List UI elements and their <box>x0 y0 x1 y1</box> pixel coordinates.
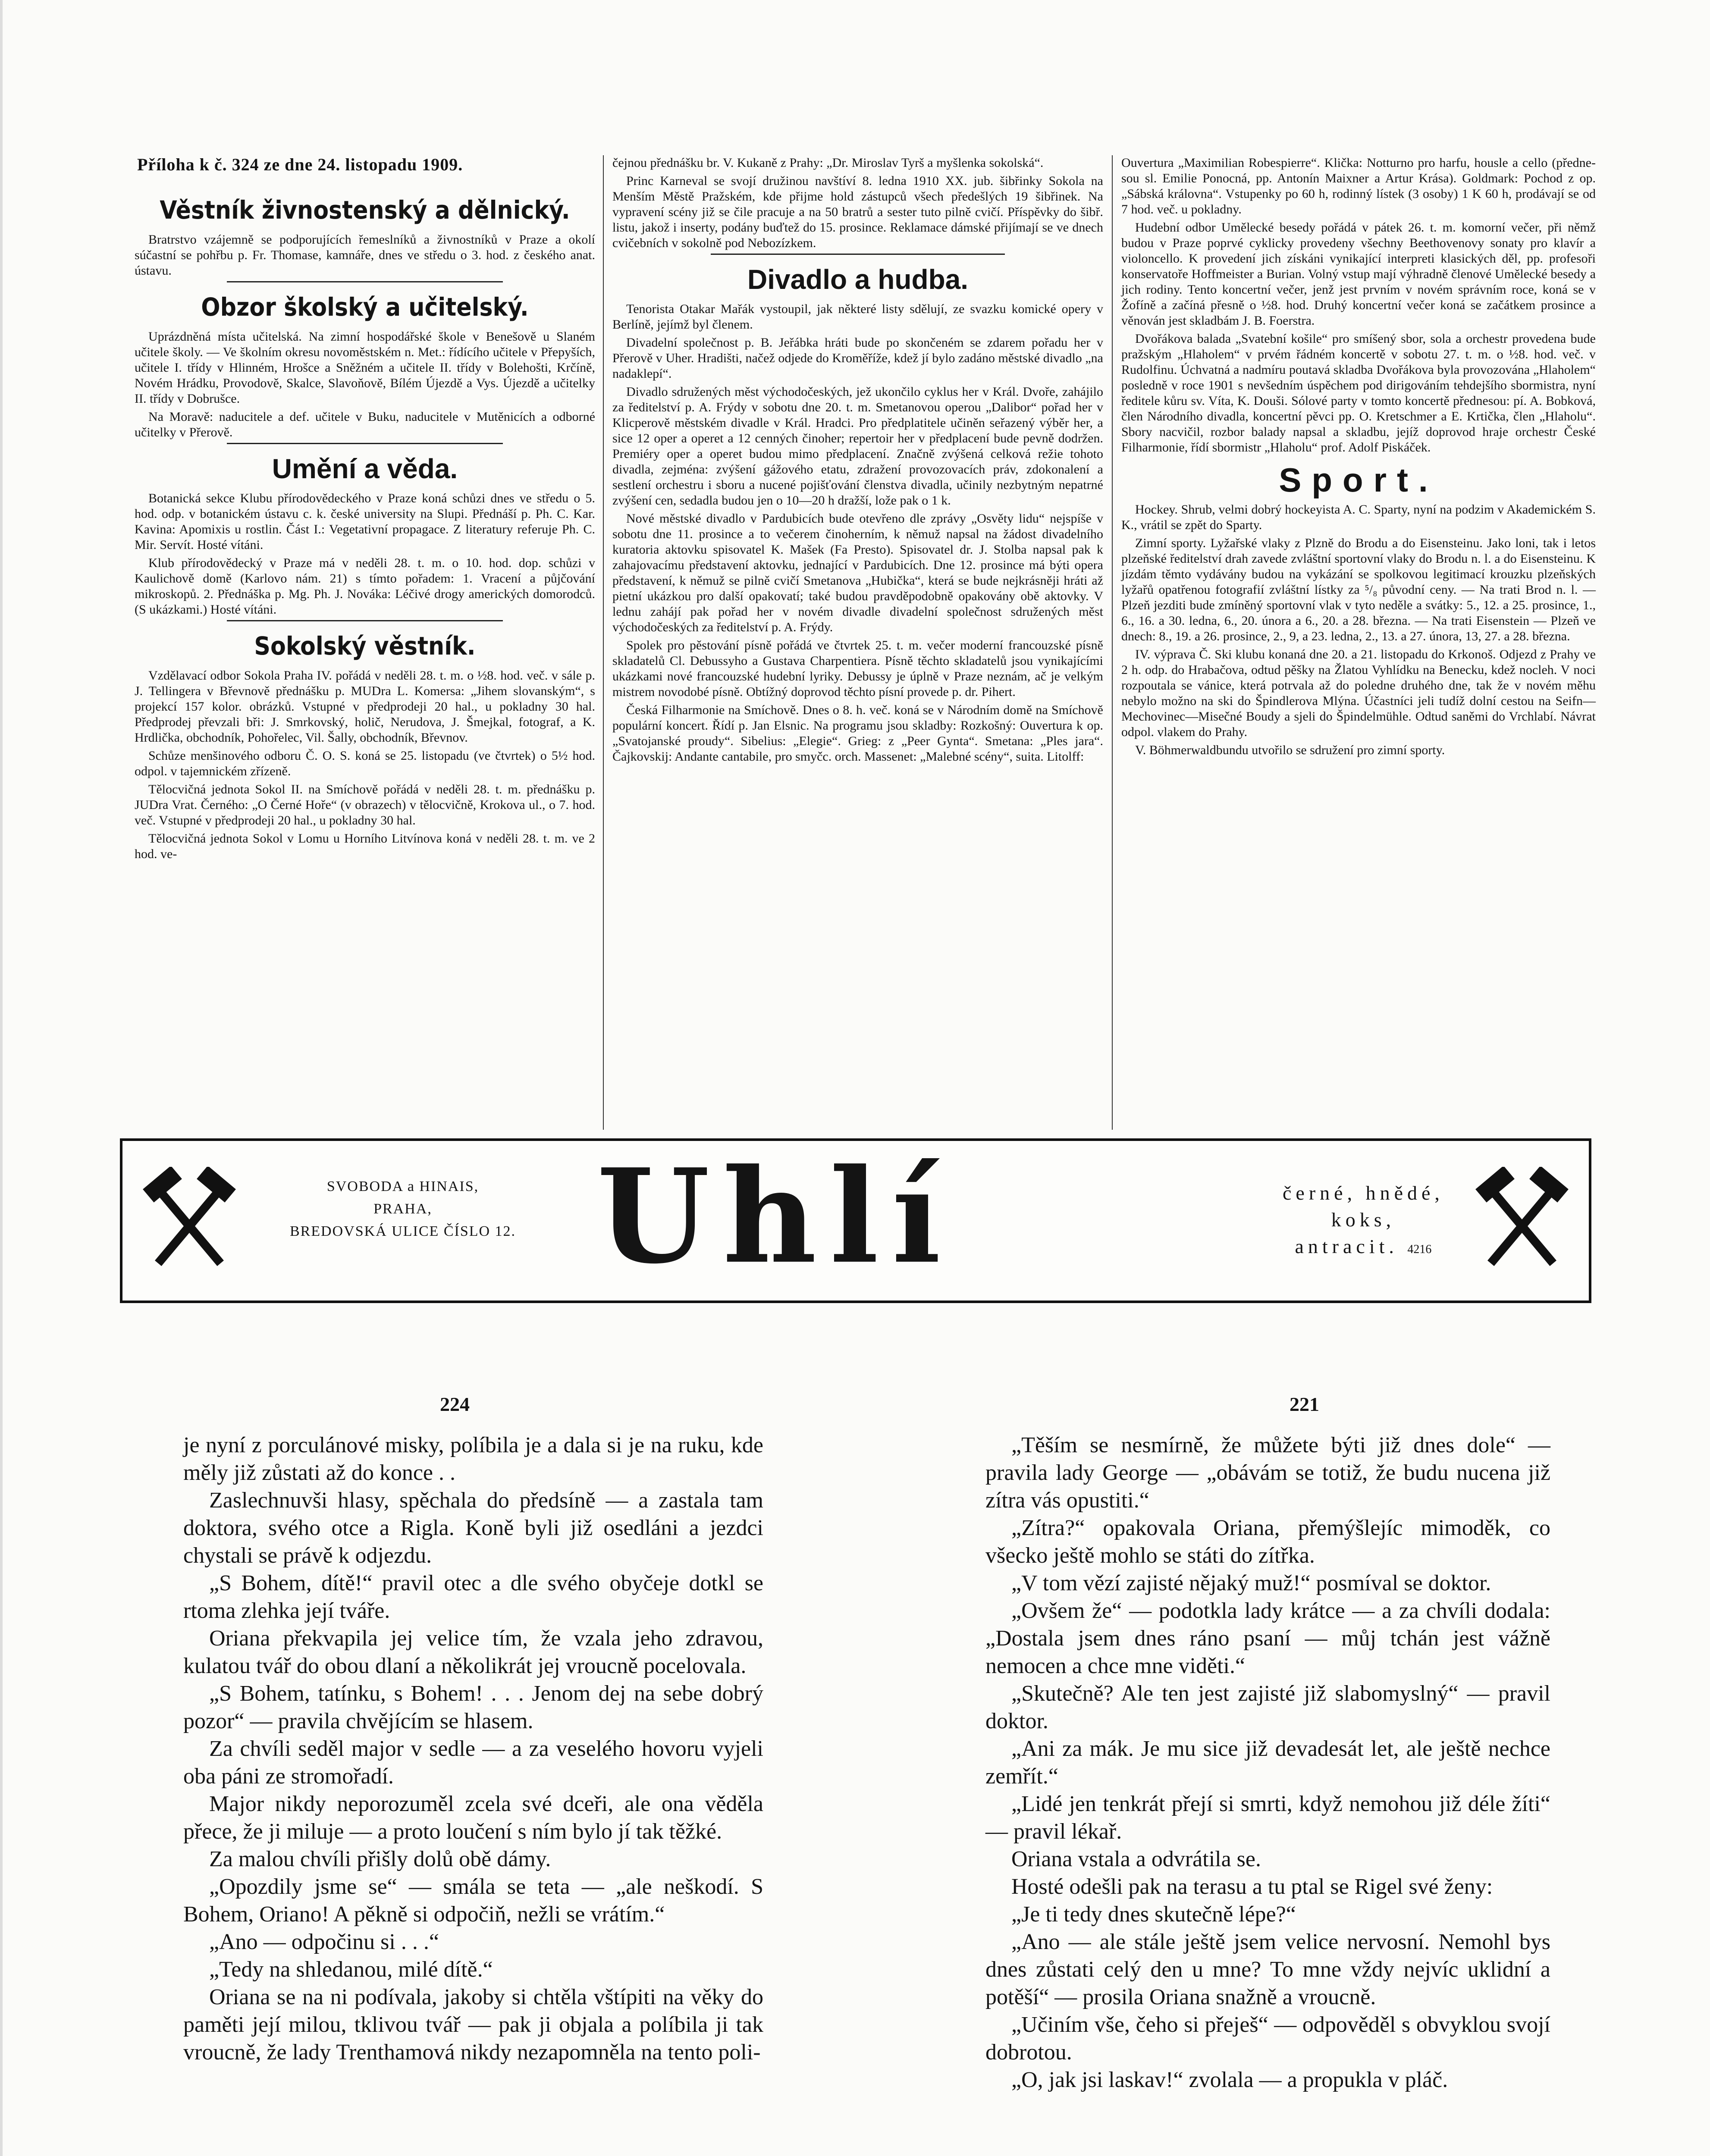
divadlo-paragraph-2: Divadelní společnost p. B. Jeřábka hráti bude po skončeném se zdarem pořadu her v Přerově v Uher. Hradišti, načež odjede do Kroměříže, kdež jí bylo zadáno městské divadlo „na nadaklepí“. <box>612 335 1103 381</box>
divadlo-paragraph-5: Spolek pro pěstování písně pořádá ve čtvrtek 25. t. m. večer moderní francouzské písně skladatelů Cl. Debussyho a Gustava Charpentiera. Písně těchto skladatelů jsou vynikajícími ukázkami nové francouzské hudební lyriky. Debussy je úplně v Praze neznám, ač je velkým mistrem novodobé písně. Obtížný doprovod těchto písní provede p. dr. Pihert. <box>612 638 1103 699</box>
sokol-paragraph-4: Tělocvičná jednota Sokol v Lomu u Horního Litvínova koná v neděli 28. t. m. ve 2 hod. ve- <box>135 831 595 861</box>
section-divider <box>227 281 503 282</box>
news-column-1 <box>135 185 595 865</box>
coal-kinds-line-1: černé, hnědé, <box>1283 1182 1444 1204</box>
news-column-3 <box>1121 155 1596 761</box>
book-left-line: Za chvíli seděl major v sedle — a za veselého hovoru vyjeli oba páni ze stromořadí. <box>183 1736 763 1789</box>
col3-paragraph-2: Hudební odbor Umělecké besedy pořádá v pátek 26. t. m. komorní večer, při němž budou v Praze poprvé cyklicky provedeny všechny Beethovenovy sonaty pro klavír a violoncello. K provedení jich získáni vynikající interpreti klasických děl, pp. profesoři konservatoře Hoffmeister a Burian. Volný vstup mají výhradně členové Umělecké besedy a jich rodiny. Tento koncertní večer, jenž jest prvním v novém správním roce, koná se v Žofíně a začíná přesně o ½8. hod. Druhý koncertní večer koná se začátkem prosince a věnován jest skladbám J. B. Foerstra. <box>1121 220 1596 328</box>
book-left-line: „S Bohem, dítě!“ pravil otec a dle svého obyčeje dotkl se rtoma zlehka její tváře. <box>183 1571 763 1623</box>
divadlo-paragraph-6: Česká Filharmonie na Smíchově. Dnes o 8. h. več. koná se v Národním domě na Smíchově populární koncert. Řídí p. Jan Elsnic. Na programu jsou skladby: Rozkošný: Ouvertura k op. „Svatojanské proudy“. Sibelius: „Elegie“. Grieg: z „Peer Gynta“. Smetana: „Ples jara“. Čajkovskij: Andante cantabile, pro smyčc. orch. Massenet: „Malebné scény“, suita. Litolff: <box>612 703 1103 764</box>
sport-paragraph-4: V. Böhmerwaldbundu utvořilo se sdružení pro zimní sporty. <box>1135 743 1445 757</box>
book-page-left <box>183 1432 763 2066</box>
column2-intro: čejnou přednášku br. V. Kukaně z Prahy: „Dr. Miroslav Tyrš a myšlenka sokolská“. <box>612 156 1044 170</box>
book-left-line: „S Bohem, tatínku, s Bohem! . . . Jenom dej na sebe dobrý pozor“ — pravila chvějícím se hlasem. <box>183 1681 763 1733</box>
book-left-line: Za malou chvíli přišly dolů obě dámy. <box>209 1847 551 1871</box>
book-right-line: Hosté odešli pak na terasu a tu ptal se Rigel své ženy: <box>1011 1874 1493 1899</box>
coal-kinds-line-3: antracit. <box>1295 1235 1398 1257</box>
section-divider <box>227 620 503 621</box>
sokol-paragraph-2: Schůze menšinového odboru Č. O. S. koná se 25. listopadu (ve čtvrtek) o 5½ hod. odpol. v tajemnickém zřízeně. <box>135 749 595 778</box>
firm-city: PRAHA, <box>373 1201 432 1217</box>
crossed-hammers-icon <box>1468 1167 1576 1275</box>
divadlo-paragraph-1: Tenorista Otakar Mařák vystoupil, jak některé listy sdělují, ze svazku komické opery v Berlíně, jejímž byl členem. <box>612 302 1103 332</box>
section-title-umeni: Umění a věda. <box>272 453 458 484</box>
sokol-paragraph-1: Vzdělavací odbor Sokola Praha IV. pořádá v neděli 28. t. m. o ½8. hod. več. v sále p. J. Tellingera v Břevnově přednášku p. MUDra L. Komersa: „Jihem slovanským“, s projekcí 157 kolor. obrázků. Vstupné v předprodeji 20 hal., u pokladny 30 hal. Předprodej převzali bři: J. Smrkovský, holič, Nerudova, J. Šmejkal, fotograf, a K. Hrdlička, obchodník, Pohořelec, Vil. Šally, obchodník, Břevnov. <box>135 668 595 745</box>
firm-name: SVOBODA a HINAIS, <box>326 1178 479 1194</box>
book-right-line: „Ovšem že“ — podotkla lady krátce — a za chvíli dodala: „Dostala jsem dnes ráno psaní — můj tchán jest vážně nemocen a chce mne viděti.“ <box>985 1598 1550 1678</box>
col3-paragraph-3: Dvořákova balada „Svatební košile“ pro smíšený sbor, sola a orchestr provedena bude pražským „Hlaholem“ v prvém řádném koncertě v sobotu 27. t. m. o ½8. hod. več. v Rudolfinu. Úchvatná a nadmíru poutavá skladba Dvořákova byla provozována „Hlaholem“ posledně v roce 1901 s nevšedním úspěchem pod dirigováním tehdejšího sbormistra, nyní ředitele kůru sv. Víta, K. Douši. Sólové party v tomto koncertě přednesou: pí. A. Bobková, člen Národního divadla, koncertní pěvci pp. O. Kretschmer a E. Krtička, člen „Hlaholu“. Sbory nacvičil, rozbor balady napsal a skladbu, jejíž doprovod hraje orchestr České Filharmonie, řídí sbormistr „Hlaholu“ prof. Adolf Piskáček. <box>1121 332 1596 454</box>
right-page-number: 221 <box>1290 1393 1319 1415</box>
book-right-line: Oriana vstala a odvrátila se. <box>1011 1847 1261 1871</box>
book-page-right <box>985 1432 1550 2094</box>
vestnik-text: Bratrstvo vzájemně se podporujících řemeslníků a živnostníků v Praze a okolí súčastní se pohřbu p. Fr. Thomase, kamnáře, dnes ve středu o 3. hod. z českého anat. ústavu. <box>135 232 595 278</box>
karneval-paragraph: Princ Karneval se svojí družinou navštíví 8. ledna 1910 XX. jub. šibřinky Sokola na Menším Městě Pražském, kde přijme hold zástupců všech předešlých 19 šibřinek. Na vypravení scény již se čile pracuje a na 50 bratrů a sester tuto pilně cvičí. Příspěvky do šibř. listu, jakož i inserty, podány buďtež do 15. prosince. Reklamace dámské přijímají se ve dnech cvičebních v sokolně pod Nebozízkem. <box>612 174 1103 250</box>
left-page-number: 224 <box>440 1393 470 1415</box>
book-left-line: Oriana překvapila jej velice tím, že vzala jeho zdravou, kulatou tvář do obou dlaní a několikrát jej vroucně pocelovala. <box>183 1626 763 1678</box>
coal-kinds <box>1283 1180 1444 1263</box>
ad-headline: Uhlí <box>597 1140 954 1292</box>
book-right-line: „Těším se nesmírně, že můžete býti již dnes dole“ — pravila lady George — „obávám se totiž, že budu nucena již zítra vás opustiti.“ <box>985 1433 1550 1513</box>
book-left-line: „Tedy na shledanou, milé dítě.“ <box>209 1957 493 1982</box>
section-title-vestnik: Věstník živnostenský a dělnický. <box>160 195 570 225</box>
book-left-line: Oriana se na ni podívala, jakoby si chtěla vštípiti na věky do paměti její milou, tklivou tvář — pak ji objala a políbila ji tak vroucně, že lady Trenthamová nikdy nezapomněla na tento poli- <box>183 1985 763 2065</box>
coal-kinds-line-2: koks, <box>1331 1209 1396 1231</box>
firm-info <box>282 1175 524 1243</box>
section-title-sokol: Sokolský věstník. <box>254 631 476 661</box>
book-left-line: Zaslechnuvši hlasy, spěchala do předsíně — a zastala tam doktora, svého otce a Rigla. Koně byli již osedláni a jezdci chystali se právě k odjezdu. <box>183 1488 763 1568</box>
umeni-paragraph-1: Botanická sekce Klubu přírodovědeckého v Praze koná schůzi dnes ve středu o 5. hod. odp. v botanickém ústavu c. k. české university na Slupi. Přednáší p. Ph. C. Kar. Kavina: Apomixis u rostlin. Část I.: Vegetativní propagace. Z literatury referuje Ph. C. Mir. Servít. Hosté vítáni. <box>135 491 595 552</box>
sokol-paragraph-3: Tělocvičná jednota Sokol II. na Smíchově pořádá v neděli 28. t. m. přednášku p. JUDra Vrat. Černého: „O Černé Hoře“ (v obrazech) v tělocvičně, Krokova ul., o 7. hod. več. Vstupné v předprodeji 20 hal., u pokladny 30 hal. <box>135 782 595 827</box>
column-rule <box>1112 155 1113 1130</box>
book-right-line: „Lidé jen tenkrát přejí si smrti, když nemohou již déle žíti“ — pravil lékař. <box>985 1792 1550 1844</box>
section-divider <box>227 443 503 444</box>
news-column-2 <box>612 155 1103 767</box>
ad-number: 4216 <box>1407 1243 1432 1256</box>
book-right-line: „V tom vězí zajisté nějaký muž!“ posmíval se doktor. <box>1011 1571 1491 1595</box>
book-left-line: „Ano — odpočinu si . . .“ <box>209 1930 439 1954</box>
scan-edge-left <box>0 0 3 2156</box>
divadlo-paragraph-3: Divadlo sdružených měst východočeských, jež ukončilo cyklus her v Král. Dvoře, zahájilo za ředitelství p. A. Frýdy v sobotu dne 20. t. m. Smetanovou operou „Dalibor“ pořad her v Klicperově městském divadle v Král. Hradci. Pro předplatitele učiněn seřazený výběr her, a sice 12 oper a operet a 12 cenných činoher; repertoir her v předplacení bude pevně dodržen. Premiéry oper a operet budou mimo předplacení. Značně zvýšená celková režie tohoto divadla, zejména: zvýšení gážového etatu, zdražení provozovacích práv, zdokonalení a sestlení orchestru i sboru a nucené pojišťování členstva divadla, učinily nezbytným nepatrné zvýšení cen, sedadla budou jen o 10—20 h dražší, lože pak o 1 k. <box>612 385 1103 508</box>
book-right-line: „O, jak jsi laskav!“ zvolala — a propukla v pláč. <box>1011 2068 1448 2092</box>
book-right-line: „Skutečně? Ale ten jest zajisté již slabomyslný“ — pravil doktor. <box>985 1681 1550 1733</box>
book-right-line: „Ano — ale stále ještě jsem velice nervosní. Nemohl bys dnes zůstati celý den u mne? To mne vždy nejvíc uklidní a potěší“ — prosila Oriana snažně a vroucně. <box>985 1930 1550 2009</box>
section-divider <box>711 254 1005 255</box>
section-title-obzor: Obzor školský a učitelský. <box>201 292 529 322</box>
book-right-line: „Je ti tedy dnes skutečně lépe?“ <box>1011 1902 1296 1927</box>
firm-address: BREDOVSKÁ ULICE ČÍSLO 12. <box>289 1223 516 1239</box>
umeni-paragraph-2: Klub přírodovědecký v Praze má v neděli 28. t. m. o 10. hod. dop. schůzi v Kaulichově domě (Karlovo nám. 21) s tímto pořadem: 1. Vracení a půjčování mikroskopů. 2. Přednáška p. Mg. Ph. J. Nováka: Léčivé drogy amerických domorodců. (S ukázkami.) Hosté vítáni. <box>135 556 595 617</box>
book-left-line: Major nikdy neporozuměl zcela své dceři, ale ona věděla přece, že ji miluje — a proto loučení s ním bylo jí tak těžké. <box>183 1792 763 1844</box>
book-right-line: „Učiním vše, čeho si přeješ“ — odpověděl s obvyklou svojí dobrotou. <box>985 2012 1550 2065</box>
obzor-paragraph-1: Uprázdněná místa učitelská. Na zimní hospodářské škole v Benešově u Slaném učitele školy. — Ve školním okresu novoměstském n. Met.: řídícího učitele v Přepyších, učitele I. třídy v Hlinném, Hrošce a Sněžném a učitele II. třídy v Bolehošti, Krčíně, Novém Hrádku, Provodově, Skalce, Slavoňově, Bílém Újezdě a Vys. Újezdě a učitelky II. třídy v Dobrušce. <box>135 329 595 406</box>
book-left-line: je nyní z porculánové misky, políbila je a dala si je na ruku, kde měly již zůstati až do konce . . <box>183 1433 763 1485</box>
sport-paragraph-3: IV. výprava Č. Ski klubu konaná dne 20. a 21. listopadu do Krkonoš. Odjezd z Prahy ve 2 h. odp. do Hrabačova, odtud pěšky na Žlatou Vyhlídku na Benecku, kdež nocleh. V noci rozpoutala se vánice, která potrvala až do poledne druhého dne, tak že v novém měhu nebylo možno na ski do Špindlerova Mlýna. Účastníci jeli tudíž dolní cestou na Seifn—Mechovinec—Misečné Boudy a sjeli do Špindelmühle. Odtud saněmi do Vrchlabí. Návrat odpol. vlakem do Prahy. <box>1121 647 1596 739</box>
book-left-line: „Opozdily jsme se“ — smála se teta — „ale neškodí. S Bohem, Oriano! A pěkně si odpočiň, nežli se vrátím.“ <box>183 1874 763 1927</box>
obzor-paragraph-2: Na Moravě: naducitele a def. učitele v Buku, naducitele v Mutěnicích a odborné učitelky v Přerově. <box>135 410 595 439</box>
newspaper-header: Příloha k č. 324 ze dne 24. listopadu 1909. <box>137 155 463 174</box>
sport-paragraph-1: Hockey. Shrub, velmi dobrý hockeyista A. C. Sparty, nyní na podzim v Akademickém S. K., vrátil se zpět do Sparty. <box>1121 502 1596 532</box>
divadlo-paragraph-4: Nové městské divadlo v Pardubicích bude otevřeno dle zprávy „Osvěty lidu“ nejspíše v sobotu dne 11. prosince a to večerem činoherním, k němuž napsal na žádost divadelního kuratoria aktovku spisovatel K. Mašek (Fa Presto). Spisovatel dr. J. Stolba napsal pak k zahajovacímu představení aktovku, jednající v Pardubicích. Dne 12. prosince má býti opera představení, k němuž se pilně cvičí Smetanova „Hubička“, která se bude nejkrásněji hráti až pietní ukázkou pro další opakovatí; také budou pravděpodobně opakovány obě aktovky. V lednu zahájí pak pořad her v novém divadle divadelní společnost sdružených měst východočeských za ředitelství p. A. Frýdy. <box>612 511 1103 634</box>
column-rule <box>603 155 604 1130</box>
section-title-divadlo: Divadlo a hudba. <box>747 264 969 295</box>
book-right-line: „Zítra?“ opakovala Oriana, přemýšlejíc mimoděk, co všecko ještě mohlo se státi do zítřka. <box>985 1516 1550 1568</box>
coal-advertisement <box>120 1138 1591 1303</box>
sport-paragraph-2: Zimní sporty. Lyžařské vlaky z Plzně do Brodu a do Eisensteinu. Jako loni, tak i letos plzeňské ředitelství drah zavede zvláštní sportovní vlaky do Brodu n. l. a do Eisensteinu. K jízdám těmto vydávány budou na vykázání se spolkovou legitimací krouzku plzeňských lyžařů opatřenou fotografií zvláštní lístky za ⁵/₈ původní ceny. — Na trati Brod n. l. — Plzeň jezditi bude zmíněný sportovní vlak v tyto neděle a svátky: 5., 12. a 25. prosince, 1., 6., 16. a 30. ledna, 6., 20. února a 6., 20. a 28. března. — Na trati Eisenstein — Plzeň ve dnech: 8., 19. a 26. prosince, 2., 9, a 23. ledna, 2., 13. a 27. února, 13, 27. a 28. března. <box>1121 536 1596 643</box>
col3-paragraph-1: Ouvertura „Maximilian Robespierre“. Klička: Notturno pro harfu, housle a cello (přednesou sl. Emilie Ponocná, pp. Antonín Maixner a Artur Krása). Goldmark: Pochod z op. „Sábská královna“. Vstupenky po 60 h, rodinný lístek (3 osoby) 1 K 60 h, prodávají se od 7 hod. več. u pokladny. <box>1121 156 1596 216</box>
crossed-hammers-icon <box>135 1167 243 1275</box>
section-title-sport: Sport. <box>1279 461 1438 499</box>
book-right-line: „Ani za mák. Je mu sice již devadesát let, ale ještě nechce zemřít.“ <box>985 1736 1550 1789</box>
